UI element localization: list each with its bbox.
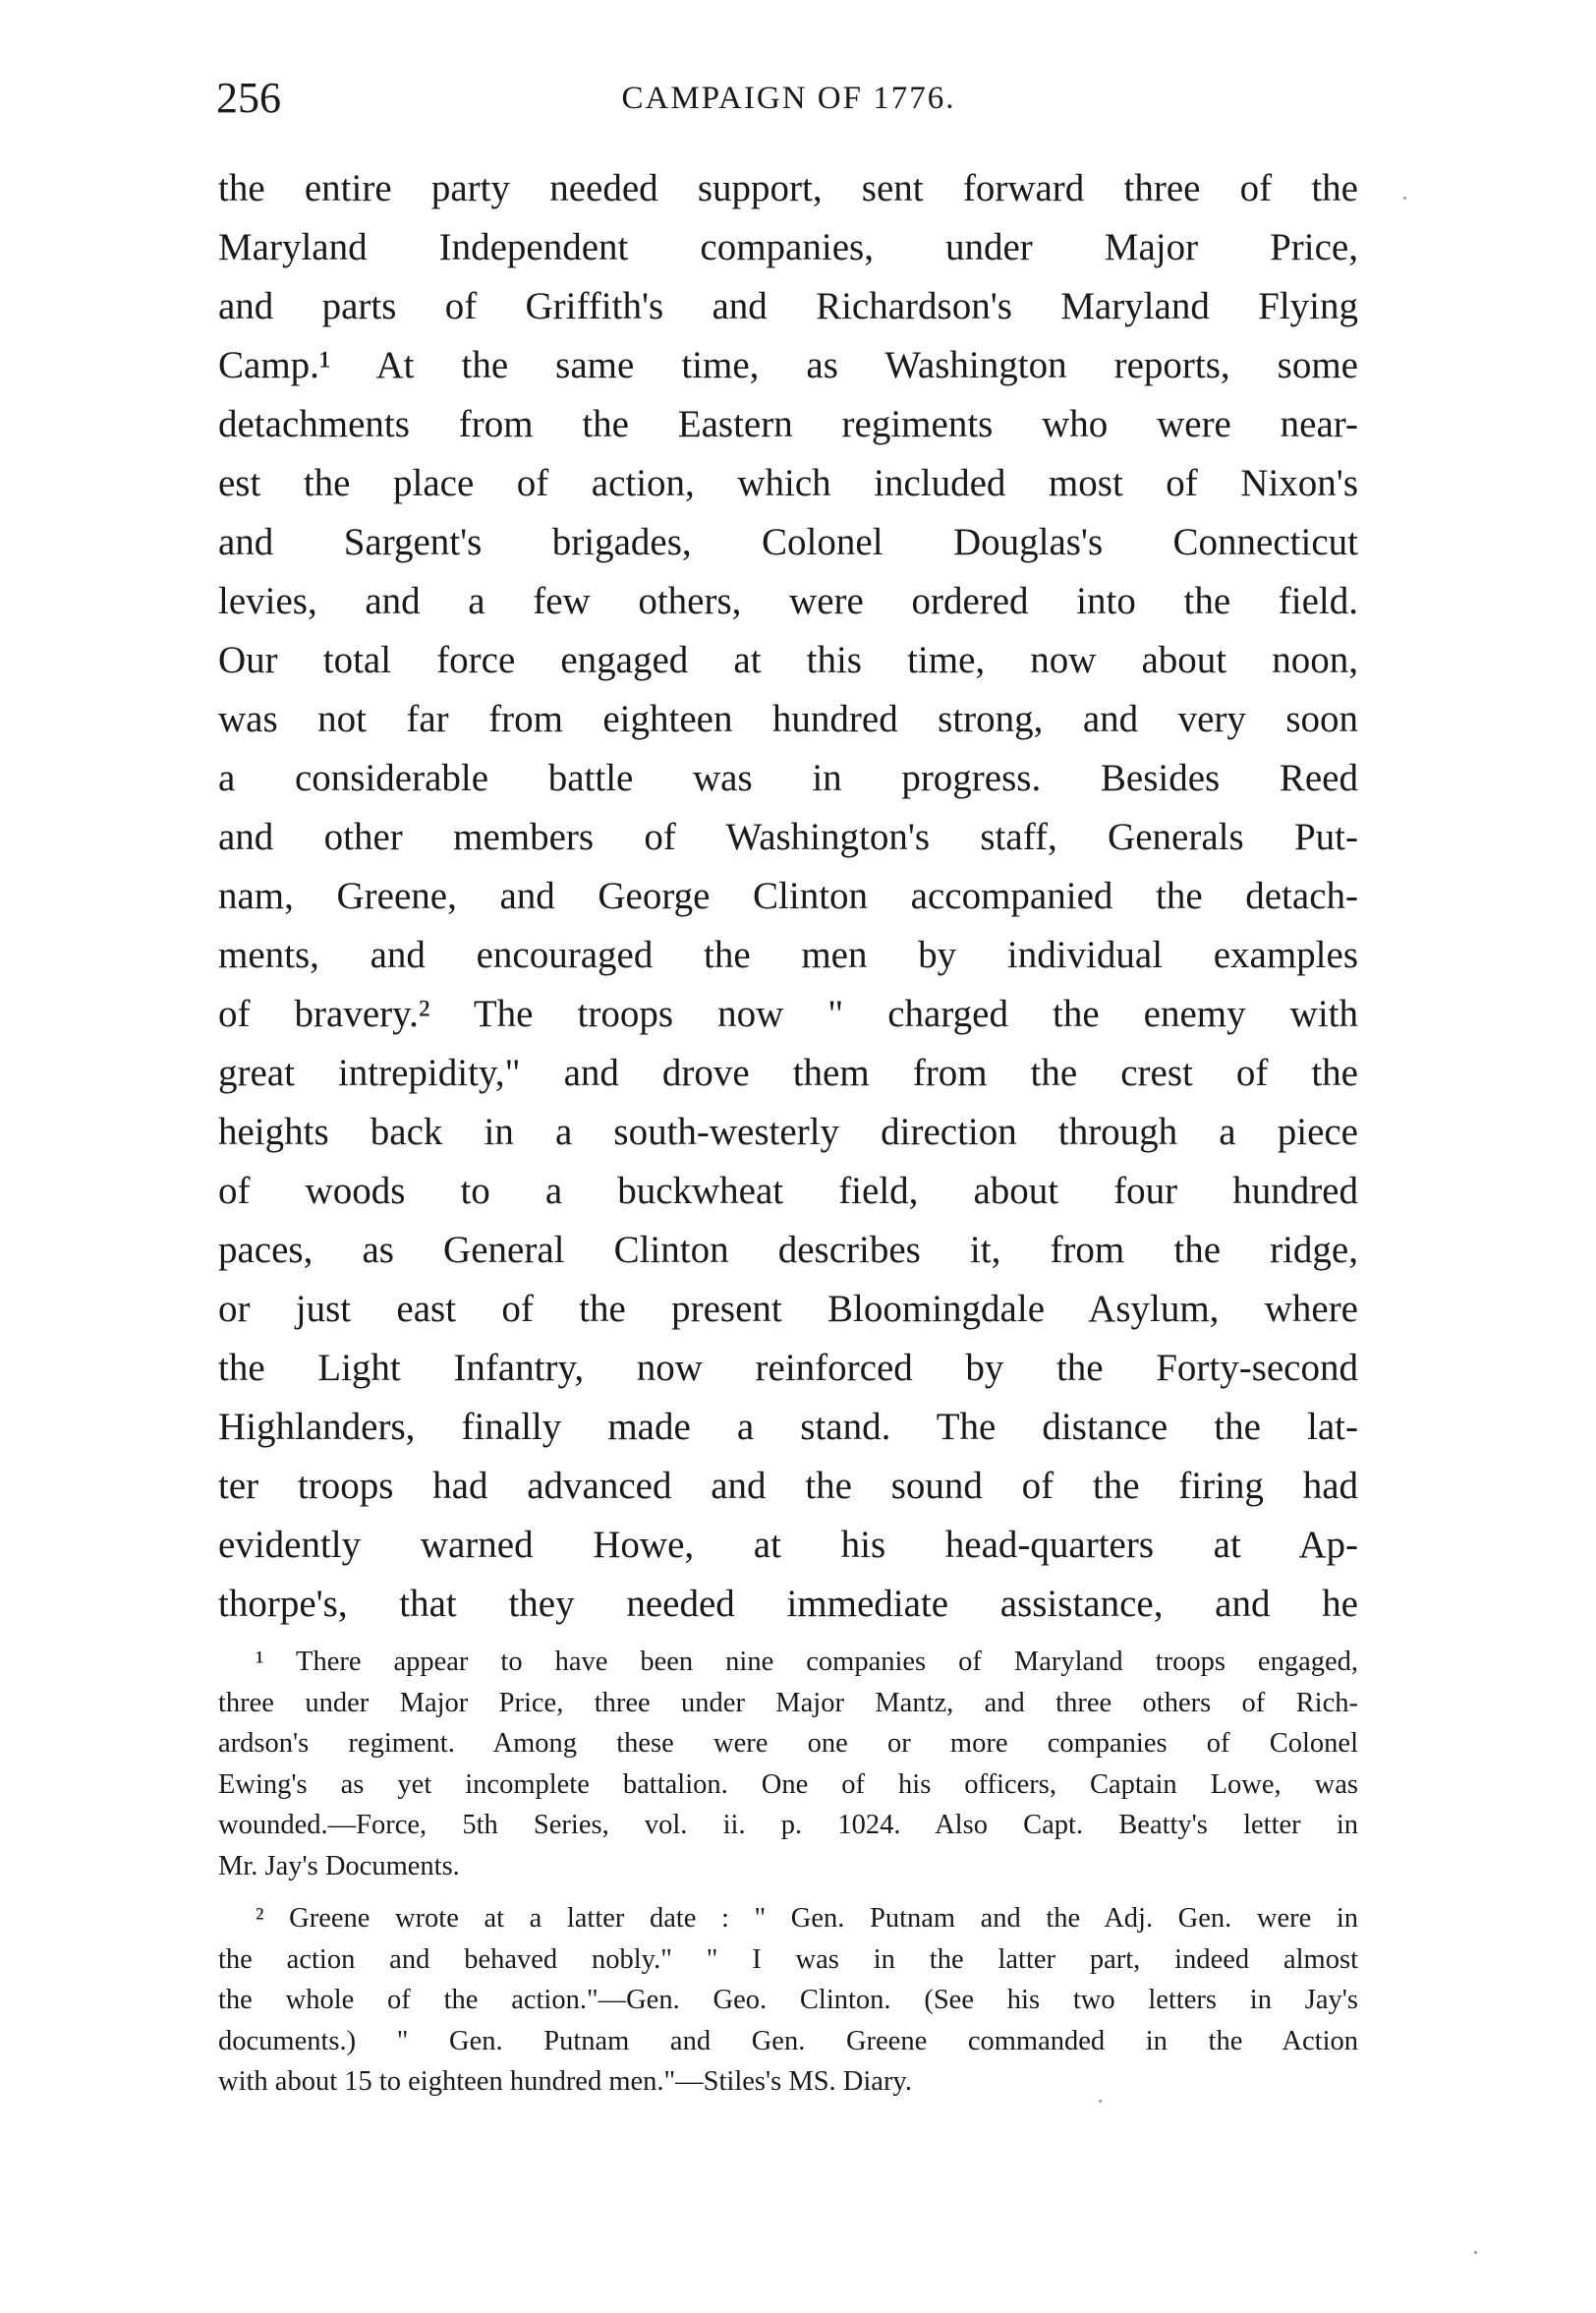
footnote-line: ² Greene wrote at a latter date : " Gen. Putnam and the Adj. Gen. were in [256, 1903, 1358, 1934]
body-line: was not far from eighteen hundred strong, and very soon [218, 698, 1358, 740]
footnote-line: ¹ There appear to have been nine companies of Maryland troops engaged, [256, 1647, 1358, 1677]
paper-speck [1099, 2100, 1102, 2103]
body-line: Maryland Independent companies, under Major Price, [218, 226, 1358, 268]
body-line: ter troops had advanced and the sound of the firing had [218, 1465, 1358, 1507]
footnote-line: ardson's regiment. Among these were one or more companies of Colonel [218, 1728, 1358, 1759]
body-text [218, 159, 1358, 1634]
body-line: a considerable battle was in progress. Besides Reed [218, 757, 1358, 799]
footnote-line: Mr. Jay's Documents. [218, 1850, 460, 1881]
running-head [216, 69, 1361, 128]
body-line: and parts of Griffith's and Richardson's Maryland Flying [218, 285, 1358, 327]
body-line: of bravery.² The troops now " charged the enemy with [218, 993, 1358, 1035]
body-line: the entire party needed support, sent forward three of the [218, 167, 1358, 209]
footnote-line: the action and behaved nobly." " I was in the latter part, indeed almost [218, 1943, 1358, 1975]
footnote-line: wounded.—Force, 5th Series, vol. ii. p. 1024. Also Capt. Beatty's letter in [218, 1810, 1358, 1840]
body-line: and Sargent's brigades, Colonel Douglas's Connecticut [218, 521, 1358, 563]
body-line: Our total force engaged at this time, now about noon, [218, 639, 1358, 681]
body-line: nam, Greene, and George Clinton accompanied the detach- [218, 875, 1358, 917]
body-line: Camp.¹ At the same time, as Washington reports, some [218, 344, 1358, 386]
footnote-gap [218, 1886, 1358, 1898]
body-line: or just east of the present Bloomingdale Asylum, where [218, 1288, 1358, 1330]
body-line: evidently warned Howe, at his head-quarters at Ap- [218, 1524, 1358, 1566]
body-line: of woods to a buckwheat field, about four hundred [218, 1170, 1358, 1212]
body-line: paces, as General Clinton describes it, from the ridge, [218, 1229, 1358, 1271]
body-line: and other members of Washington's staff, Generals Put- [218, 816, 1358, 858]
body-line: levies, and a few others, were ordered into the field. [218, 580, 1358, 622]
footnotes [218, 1642, 1358, 2103]
footnote-line: three under Major Price, three under Major Mantz, and three others of Rich- [218, 1687, 1358, 1718]
body-line: ments, and encouraged the men by individual examples [218, 934, 1358, 976]
body-line: the Light Infantry, now reinforced by the Forty-second [218, 1347, 1358, 1389]
footnote-line: with about 15 to eighteen hundred men."—Stiles's MS. Diary. [218, 2066, 912, 2097]
body-line: heights back in a south-westerly direction through a piece [218, 1111, 1358, 1153]
body-line: thorpe's, that they needed immediate assistance, and he [218, 1583, 1358, 1625]
paper-speck [1474, 2251, 1477, 2254]
footnote-line: documents.) " Gen. Putnam and Gen. Greene commanded in the Action [218, 2025, 1358, 2056]
footnote-2 [218, 1898, 1358, 2103]
paper-speck [1403, 197, 1406, 200]
body-line: great intrepidity," and drove them from the crest of the [218, 1052, 1358, 1094]
page-number: 256 [216, 74, 281, 122]
body-line: est the place of action, which included most of Nixon's [218, 462, 1358, 504]
body-line: detachments from the Eastern regiments who were near- [218, 403, 1358, 445]
running-title: CAMPAIGN OF 1776. [621, 81, 956, 116]
body-line: Highlanders, finally made a stand. The distance the lat- [218, 1406, 1358, 1448]
footnote-1 [218, 1642, 1358, 1886]
footnote-line: Ewing's as yet incomplete battalion. One of his officers, Captain Lowe, was [218, 1768, 1358, 1800]
footnote-line: the whole of the action."—Gen. Geo. Clinton. (See his two letters in Jay's [218, 1985, 1358, 2015]
